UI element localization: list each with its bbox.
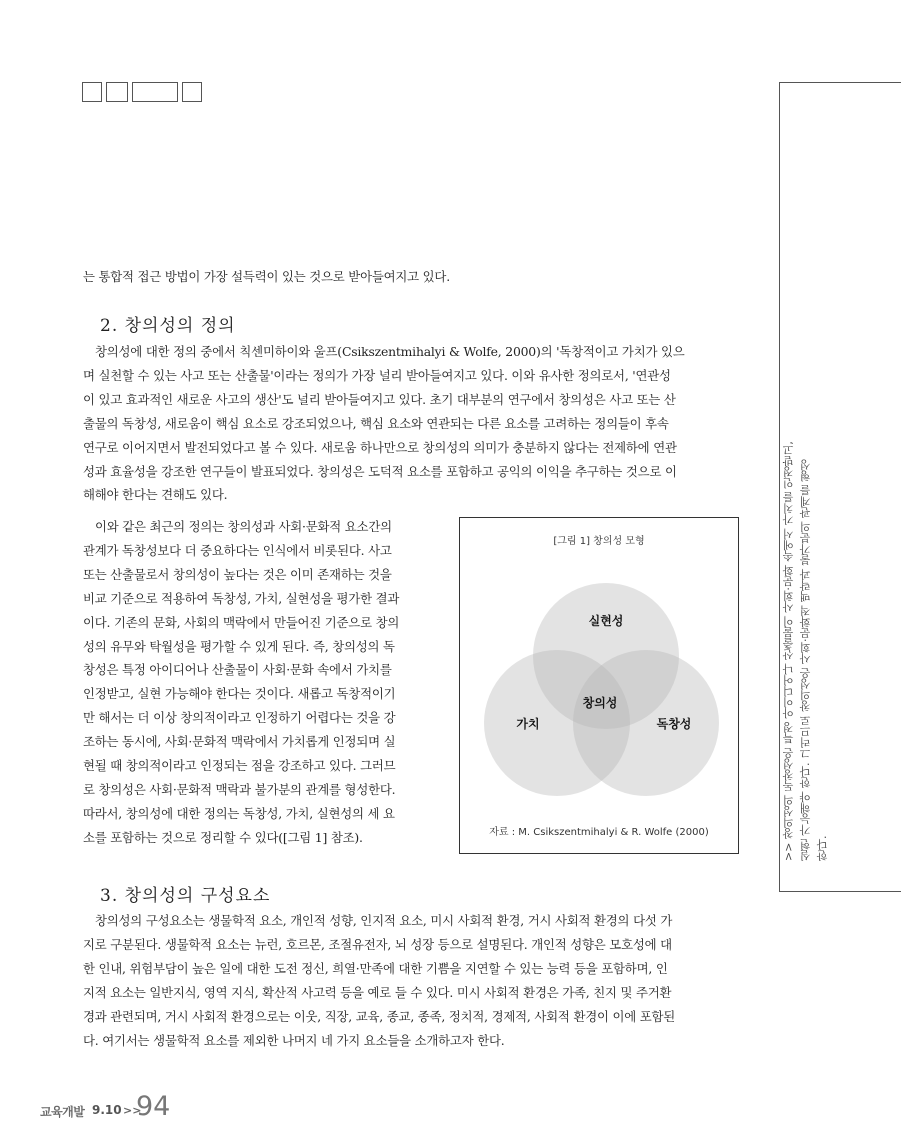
body-line: 한 인내, 위험부담이 높은 일에 대한 도전 정신, 희열·만족에 대한 기쁨을 지연할 수 있는 능력 등을 포함하며, 인 <box>83 960 668 976</box>
body-line: 창의성에 대한 정의 중에서 칙센미하이와 울프(Csikszentmihalyi & Wolfe, 2000)의 '독창적이고 가치가 있으 <box>95 344 685 359</box>
column-line: 로 창의성은 사회·문화적 맥락과 불가분의 관계를 형성한다. <box>83 781 396 797</box>
sidebar-line: 한다. <box>816 835 829 861</box>
body-line: 출물의 독창성, 새로움이 핵심 요소로 강조되었으나, 핵심 요소와 연관되는 다른 요소를 고려하는 정의들이 후속 <box>83 415 669 431</box>
column-line: 이와 같은 최근의 정의는 창의성과 사회·문화적 요소간의 <box>95 519 392 534</box>
column-line: 인정받고, 실현 가능해야 한다는 것이다. 새롭고 독창적이기 <box>83 686 396 702</box>
body-line: 며 실천할 수 있는 사고 또는 산출물'이라는 정의가 가장 널리 받아들여지고 있다. 이와 유사한 정의로서, '연관성 <box>83 367 671 383</box>
creativity-model-figure <box>459 517 739 854</box>
column-line: 소를 포함하는 것으로 정리할 수 있다([그림 1] 참조). <box>83 829 363 845</box>
header-box <box>132 82 178 102</box>
header-box <box>182 82 202 102</box>
body-line: 창의성의 구성요소는 생물학적 요소, 개인적 성향, 인지적 요소, 미시 사회적 환경, 거시 사회적 환경의 다섯 가 <box>95 913 673 928</box>
section-2-column-text <box>83 515 443 850</box>
column-line: 비교 기준으로 적용하여 독창성, 가치, 실현성을 평가한 결과 <box>83 590 400 606</box>
issue-number: 9.10 <box>92 1103 122 1117</box>
column-line: 현될 때 창의적이라고 인정되는 점을 강조하고 있다. 그러므 <box>83 758 396 774</box>
column-line: 이다. 기존의 문화, 사회의 맥락에서 만들어진 기준으로 창의 <box>83 614 400 630</box>
figure-source: 자료 : M. Csikszentmihalyi & R. Wolfe (2000) <box>489 827 709 838</box>
sidebar-line: 실현 가능해야 한다. 그러므로 창의성은 사회·문화적 맥락과 불가분의 관계를 형성 <box>799 459 812 861</box>
intro-paragraph <box>83 265 743 289</box>
intro-line: 는 통합적 접근 방법이 가장 설득력이 있는 것으로 받아들여지고 있다. <box>83 269 450 284</box>
sidebar-line: >> 창의성의 독창성은 특정 아이디어나 산출물이 사회·문화 속에서 가치를 인정받고, <box>782 441 795 861</box>
column-line: 창성은 특정 아이디어나 산출물이 사회·문화 속에서 가치를 <box>83 662 392 678</box>
section-2-heading: 2. 창의성의 정의 <box>100 316 236 336</box>
header-box <box>82 82 102 102</box>
body-line: 다. 여기서는 생물학적 요소를 제외한 나머지 네 가지 요소들을 소개하고자 한다. <box>83 1032 505 1048</box>
column-line: 관계가 독창성보다 더 중요하다는 인식에서 비롯된다. 사고 <box>83 542 392 558</box>
column-line: 따라서, 창의성에 대한 정의는 독창성, 가치, 실현성의 세 요 <box>83 805 395 821</box>
section-3-body <box>83 909 743 1052</box>
sidebar-pull-quote <box>779 82 901 892</box>
venn-label-left: 가치 <box>516 717 540 731</box>
column-line: 조하는 동시에, 사회·문화적 맥락에서 가치롭게 인정되며 실 <box>83 734 396 750</box>
body-line: 이 있고 효과적인 새로운 사고의 생산'도 널리 받아들여지고 있다. 초기 대부분의 연구에서 창의성은 사고 또는 산 <box>83 391 676 407</box>
body-line: 경과 관련되며, 거시 사회적 환경으로는 이웃, 직장, 교육, 종교, 종족, 정치적, 경제적, 사회적 환경이 이에 포함된 <box>83 1008 676 1024</box>
magazine-name: 교육개발 <box>40 1105 85 1119</box>
venn-label-center: 창의성 <box>582 696 618 710</box>
sidebar-text <box>780 83 901 891</box>
footer-arrows: >> <box>123 1104 142 1117</box>
section-2-body <box>83 340 743 507</box>
venn-label-right: 독창성 <box>656 717 692 731</box>
page-number: 94 <box>136 1091 171 1122</box>
body-line: 성과 효율성을 강조한 연구들이 발표되었다. 창의성은 도덕적 요소를 포함하고 공익의 이익을 추구하는 것으로 이 <box>83 463 677 479</box>
column-line: 만 해서는 더 이상 창의적이라고 인정하기 어렵다는 것을 강 <box>83 710 396 726</box>
column-line: 또는 산출물로서 창의성이 높다는 것은 이미 존재하는 것을 <box>83 566 392 582</box>
header-box <box>106 82 128 102</box>
venn-circle-right <box>573 650 719 796</box>
body-line: 지로 구분된다. 생물학적 요소는 뉴런, 호르몬, 조절유전자, 뇌 성장 등으로 설명된다. 개인적 성향은 모호성에 대 <box>83 936 672 952</box>
figure-title: [그림 1] 창의성 모형 <box>553 536 645 547</box>
venn-label-top: 실현성 <box>588 614 624 628</box>
venn-diagram <box>460 518 738 853</box>
column-line: 성의 유무와 탁월성을 평가할 수 있게 된다. 즉, 창의성의 독 <box>83 638 395 654</box>
section-3-heading: 3. 창의성의 구성요소 <box>100 886 271 906</box>
body-line: 연구로 이어지면서 발전되었다고 볼 수 있다. 새로움 하나만으로 창의성의 의미가 충분하지 않다는 전제하에 연관 <box>83 439 677 455</box>
body-line: 지적 요소는 일반지식, 영역 지식, 확산적 사고력 등을 예로 들 수 있다. 미시 사회적 환경은 가족, 친지 및 주거환 <box>83 984 672 1000</box>
body-line: 해해야 한다는 견해도 있다. <box>83 487 228 503</box>
